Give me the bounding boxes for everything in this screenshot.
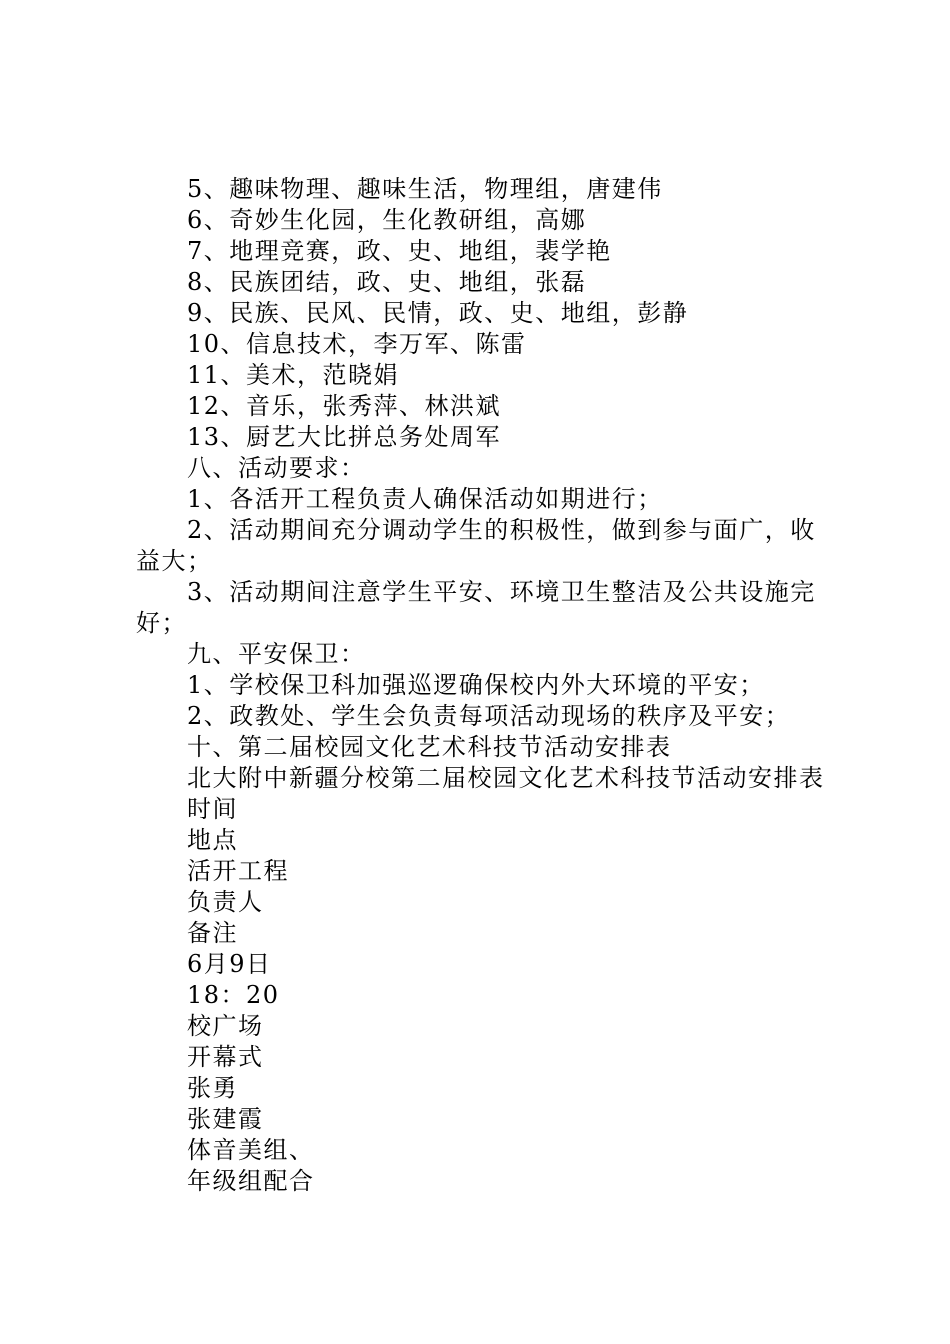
table-cell: 负责人 — [187, 888, 264, 916]
text-paragraph — [136, 515, 826, 577]
section-heading: 九、平安保卫： — [187, 640, 366, 668]
text-line: 9、民族、民风、民情，政、史、地组，彭静 — [187, 299, 689, 327]
table-cell: 时间 — [187, 795, 238, 823]
paragraph-text: 2、活动期间充分调动学生的积极性，做到参与面广，收益大； — [136, 516, 816, 575]
text-line: 12、音乐，张秀萍、林洪斌 — [187, 392, 502, 420]
table-cell: 6月9日 — [187, 950, 272, 978]
table-cell: 活开工程 — [187, 857, 289, 885]
paragraph-text: 3、活动期间注意学生平安、环境卫生整洁及公共设施完好； — [136, 578, 816, 637]
table-cell: 张建霞 — [187, 1105, 264, 1133]
table-cell: 年级组配合 — [187, 1167, 315, 1195]
text-line: 10、信息技术，李万军、陈雷 — [187, 330, 527, 358]
text-line: 7、地理竞赛，政、史、地组，裴学艳 — [187, 237, 612, 265]
table-cell: 备注 — [187, 919, 238, 947]
text-paragraph — [136, 577, 826, 639]
document-body — [136, 174, 826, 1197]
table-cell: 张勇 — [187, 1074, 238, 1102]
table-title: 北大附中新疆分校第二届校园文化艺术科技节活动安排表 — [187, 764, 825, 792]
table-cell: 体音美组、 — [187, 1136, 315, 1164]
text-line: 13、厨艺大比拼总务处周军 — [187, 423, 502, 451]
text-line: 1、学校保卫科加强巡逻确保校内外大环境的平安； — [187, 671, 765, 699]
text-line: 6、奇妙生化园，生化教研组，高娜 — [187, 206, 587, 234]
table-cell: 校广场 — [187, 1012, 264, 1040]
table-cell: 18：20 — [187, 981, 280, 1009]
table-cell: 地点 — [187, 826, 238, 854]
text-line: 5、趣味物理、趣味生活，物理组，唐建伟 — [187, 175, 663, 203]
text-line: 8、民族团结，政、史、地组，张磊 — [187, 268, 587, 296]
section-heading: 十、第二届校园文化艺术科技节活动安排表 — [187, 733, 672, 761]
text-line: 2、政教处、学生会负责每项活动现场的秩序及平安； — [187, 702, 791, 730]
text-line: 11、美术，范晓娟 — [187, 361, 400, 389]
section-heading: 八、活动要求： — [187, 454, 366, 482]
table-cell: 开幕式 — [187, 1043, 264, 1071]
text-line: 1、各活开工程负责人确保活动如期进行； — [187, 485, 663, 513]
